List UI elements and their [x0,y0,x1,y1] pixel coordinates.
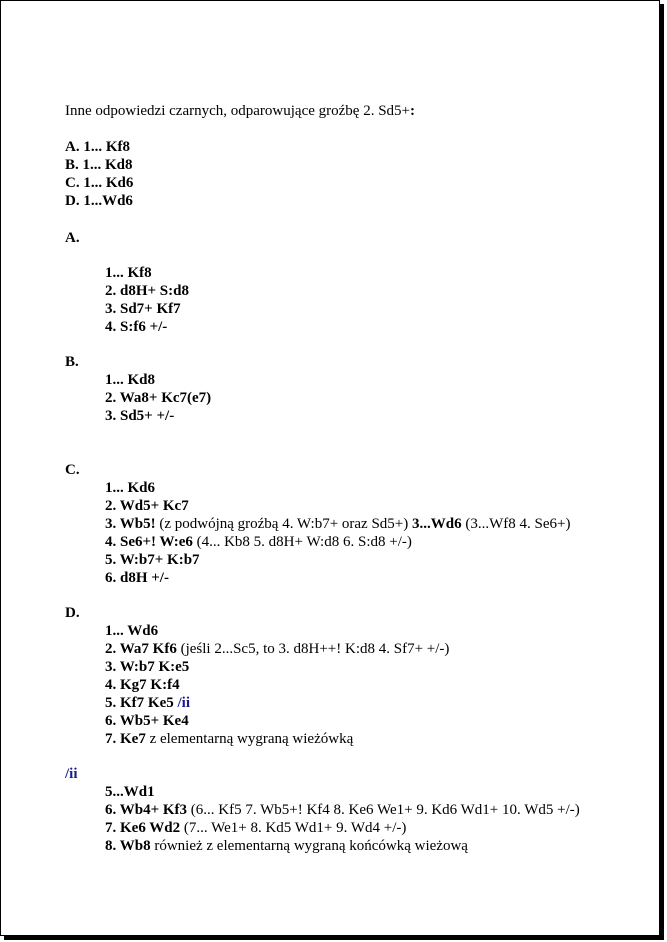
option-b: B. 1... Kd8 [65,157,133,173]
ii-reference-link[interactable]: /ii [177,695,191,711]
intro-line [65,102,415,120]
section-d-line: 2. Wa7 Kf6 (jeśli 2...Sc5, to 3. d8H++! K:d8 4. Sf7+ +/-) [105,641,450,657]
section-b-heading: B. [65,354,79,370]
section-c-line: 1... Kd6 [105,480,156,496]
option-d: D. 1...Wd6 [65,193,133,209]
option-c: C. 1... Kd6 [65,175,134,191]
section-c-line: 6. d8H +/- [105,570,169,586]
section-ii-line: 5...Wd1 [105,784,155,800]
section-a-heading: A. [65,230,80,246]
section-b-line: 3. Sd5+ +/- [105,408,175,424]
section-a-line: 3. Sd7+ Kf7 [105,301,181,317]
section-a-line: 4. S:f6 +/- [105,319,168,335]
section-d-line: 3. W:b7 K:e5 [105,659,190,675]
section-d-line: 6. Wb5+ Ke4 [105,713,189,729]
section-c-line: 3. Wb5! (z podwójną groźbą 4. W:b7+ oraz Sd5+) 3...Wd6 (3...Wf8 4. Se6+) [105,516,571,532]
option-a: A. 1... Kf8 [65,139,130,155]
section-d-line: 4. Kg7 K:f4 [105,677,180,693]
section-ii-line: 8. Wb8 również z elementarną wygraną końcówką wieżową [105,838,468,854]
section-b-line: 1... Kd8 [105,372,156,388]
section-c-line: 4. Se6+! W:e6 (4... Kb8 5. d8H+ W:d8 6. S:d8 +/-) [105,534,412,550]
intro-colon: : [410,103,415,119]
intro-text: Inne odpowiedzi czarnych, odparowujące groźbę 2. Sd5+ [65,103,410,119]
section-c-line: 5. W:b7+ K:b7 [105,552,200,568]
section-d-heading: D. [65,605,80,621]
section-a-line: 2. d8H+ S:d8 [105,283,189,299]
section-ii-line: 7. Ke6 Wd2 (7... We1+ 8. Kd5 Wd1+ 9. Wd4 +/-) [105,820,407,836]
section-d-line: 1... Wd6 [105,623,159,639]
section-d-line: 7. Ke7 z elementarną wygraną wieżówką [105,731,354,747]
section-a-line: 1... Kf8 [105,265,152,281]
section-ii-line: 6. Wb4+ Kf3 (6... Kf5 7. Wb5+! Kf4 8. Ke6 We1+ 9. Kd6 Wd1+ 10. Wd5 +/-) [105,802,580,818]
section-c-heading: C. [65,462,80,478]
section-b-line: 2. Wa8+ Kc7(e7) [105,390,212,406]
section-ii-heading: /ii [65,766,78,782]
section-c-line: 2. Wd5+ Kc7 [105,498,189,514]
section-d-line: 5. Kf7 Ke5 /ii [105,695,191,711]
